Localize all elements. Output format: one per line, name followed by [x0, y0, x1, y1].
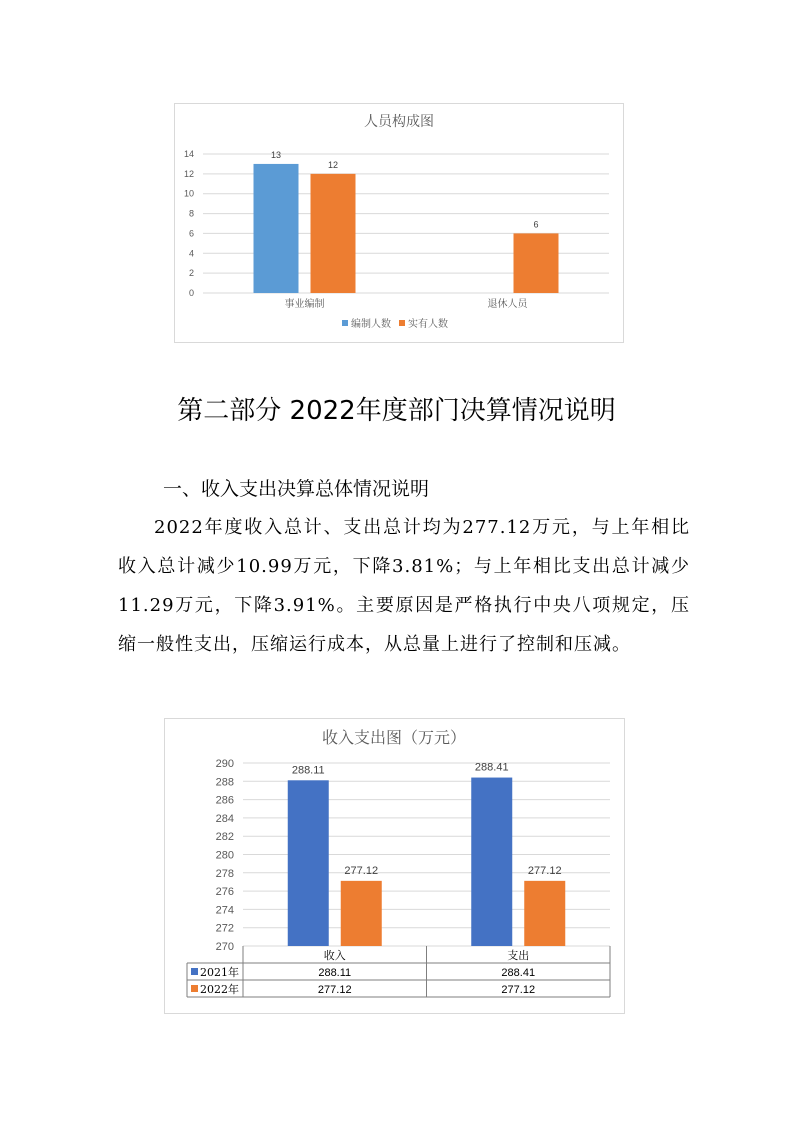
- y-tick-label: 288: [215, 776, 234, 789]
- personnel-chart: [174, 103, 624, 343]
- y-tick-label: 272: [215, 922, 234, 935]
- y-tick-label: 290: [215, 758, 234, 770]
- y-tick-label: 278: [215, 867, 234, 880]
- bar: [471, 778, 512, 946]
- subsection-heading: 一、收入支出决算总体情况说明: [163, 478, 430, 500]
- table-header: 收入: [323, 949, 346, 962]
- legend-label: 实有人数: [408, 319, 448, 330]
- bar: [311, 174, 356, 293]
- data-label: 13: [270, 149, 282, 160]
- table-cell: 288.11: [318, 967, 352, 979]
- y-tick-label: 280: [215, 849, 234, 862]
- y-tick-label: 12: [183, 168, 194, 179]
- bar: [524, 881, 565, 946]
- y-tick-label: 276: [215, 886, 234, 899]
- legend-swatch: [191, 985, 198, 992]
- bar: [514, 233, 559, 293]
- income-expense-chart: [164, 718, 625, 1014]
- y-tick-label: 14: [183, 149, 194, 159]
- table-header: 支出: [507, 949, 530, 962]
- paragraph-text: 2022年度收入总计、支出总计均为277.12万元，与上年相比收入总计减少10.99万元，下降3.81%；与上年相比支出总计减少11.29万元，下降3.91%。主要原因是严格执行中央八项规定，压缩一般性支出，压缩运行成本，从总量上进行了控制和压减。: [118, 517, 690, 655]
- y-tick-label: 0: [188, 288, 194, 298]
- y-tick-label: 286: [215, 794, 234, 807]
- y-tick-label: 6: [188, 228, 194, 239]
- data-label: 277.12: [344, 864, 379, 877]
- y-tick-label: 2: [188, 268, 194, 279]
- table-series-label: 2022年: [200, 983, 239, 996]
- data-label: 6: [533, 219, 539, 230]
- data-label: 288.11: [291, 764, 325, 777]
- data-label: 288.41: [474, 761, 509, 774]
- y-tick-label: 284: [215, 812, 234, 825]
- y-tick-label: 282: [215, 831, 234, 844]
- data-label: 277.12: [527, 864, 562, 877]
- bar: [288, 780, 329, 946]
- y-tick-label: 8: [188, 208, 194, 219]
- y-tick-label: 274: [215, 904, 234, 917]
- body-paragraph: [118, 508, 690, 664]
- chart-title: 人员构成图: [364, 114, 434, 130]
- legend-swatch: [191, 968, 198, 975]
- x-tick-label: 退休人员: [487, 299, 528, 310]
- bar: [254, 164, 299, 293]
- y-tick-label: 10: [183, 188, 194, 199]
- table-series-label: 2021年: [200, 966, 239, 979]
- table-cell: 277.12: [501, 984, 536, 996]
- y-tick-label: 4: [188, 248, 194, 259]
- table-cell: 277.12: [317, 984, 352, 996]
- section-heading: 第二部分 2022年度部门决算情况说明: [177, 396, 616, 426]
- personnel-chart-svg: [175, 104, 623, 342]
- legend-label: 编制人数: [351, 319, 391, 330]
- table-cell: 288.41: [501, 967, 536, 979]
- income-expense-chart-svg: [165, 719, 624, 1013]
- legend-swatch: [342, 320, 348, 326]
- chart-title: 收入支出图（万元）: [321, 728, 467, 747]
- y-tick-label: 270: [215, 941, 234, 953]
- data-label: 12: [327, 159, 339, 170]
- x-tick-label: 事业编制: [284, 299, 325, 310]
- legend-swatch: [399, 320, 405, 326]
- bar: [341, 881, 382, 946]
